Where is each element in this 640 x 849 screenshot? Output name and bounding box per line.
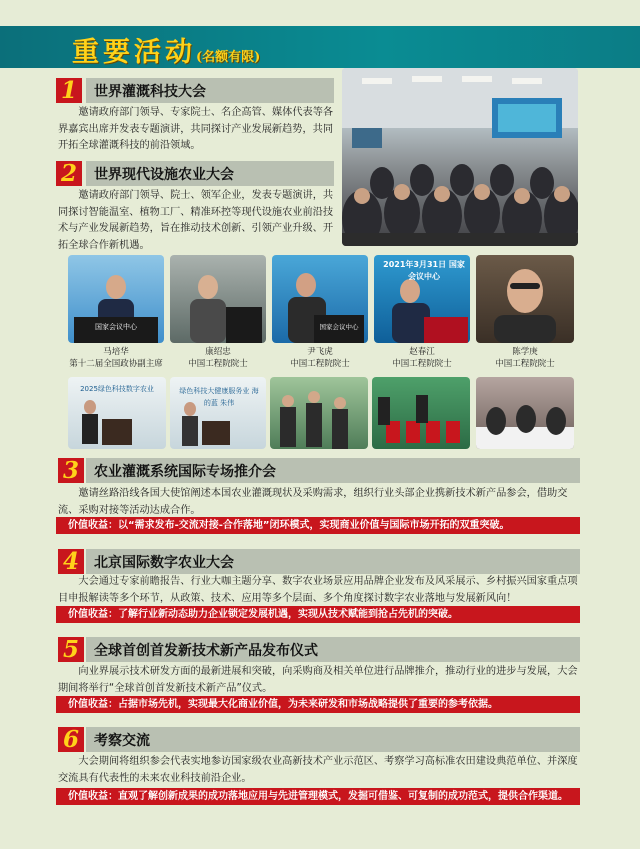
- speaker-caption: [472, 346, 578, 370]
- page-subtitle: (名额有限): [196, 50, 261, 65]
- gallery-screen-text: 2025绿色科技数字农业: [80, 385, 154, 393]
- value-bar: [56, 788, 580, 805]
- speaker-title: 中国工程院院士: [495, 359, 555, 369]
- section-title: 北京国际数字农业大会: [94, 555, 234, 571]
- section-header: [86, 637, 580, 662]
- section-text: 大会通过专家前瞻报告、行业大咖主题分享、数字农业场景应用品牌企业发布及风采展示、乡村振兴国家重点项目申报解读等多个环节，从政策、技术、应用等多个层面、多个角度探讨数字农业落地与发展新风向！: [58, 576, 578, 604]
- speaker-title: 第十二届全国政协副主席: [69, 359, 163, 369]
- section-title: 世界现代设施农业大会: [94, 167, 234, 183]
- header-banner: [0, 26, 640, 68]
- value-text: 价值收益：以“需求发布-交流对接-合作落地”闭环模式，实现商业价值与国际市场开拓的双重突破。: [68, 520, 510, 531]
- section-number: 1: [56, 78, 82, 103]
- conference-scene: [342, 68, 578, 246]
- podium-label: 国家会议中心: [319, 323, 359, 331]
- gallery-photo: [270, 377, 368, 449]
- speaker-name: 赵春江: [409, 347, 435, 357]
- page-title-main: 重要活动: [72, 37, 196, 68]
- speaker-photo: [476, 255, 574, 343]
- section-header: [86, 727, 580, 752]
- section-header: [86, 549, 580, 574]
- value-bar: [56, 517, 580, 534]
- conference-photo: [342, 68, 578, 246]
- section-header: [86, 78, 334, 103]
- section-title: 全球首创首发新技术新产品发布仪式: [94, 643, 318, 659]
- section-text: 邀请丝路沿线各国大使馆阐述本国农业灌溉现状及采购需求，组织行业头部企业携新技术新产品参会，借助交流、采购对接等活动达成合作。: [58, 488, 568, 516]
- gallery-figure: [270, 377, 368, 449]
- section-number: 6: [58, 727, 84, 752]
- value-text: 价值收益：直观了解创新成果的成功落地应用与先进管理模式，发掘可借鉴、可复制的成功范式，提供合作渠道。: [68, 791, 568, 802]
- screen-label: 2021年3月31日 国家会议中心: [383, 260, 465, 281]
- gallery-photo: [372, 377, 470, 449]
- speaker-caption: [370, 346, 474, 370]
- section-text: 向业界展示技术研发方面的最新进展和突破，向采购商及相关单位进行品牌推介，推动行业的进步与发展，大会期间将举行“全球首创首发新技术新产品”仪式。: [58, 666, 578, 694]
- speaker-photo: [374, 255, 470, 343]
- section-header: [86, 161, 334, 186]
- speaker-name: 陈学庚: [512, 347, 538, 357]
- section-header: [86, 458, 580, 483]
- speaker-title: 中国工程院院士: [188, 359, 248, 369]
- section-text: 邀请政府部门领导、院士、领军企业，发表专题演讲，共同探讨智能温室、植物工厂、精准环控等现代设施农业前沿技术与产业发展新趋势，旨在推动技术创新、引领产业升级、开拓全球合作新机遇。: [58, 190, 334, 251]
- speaker-photo: [68, 255, 164, 343]
- speaker-photo: [170, 255, 266, 343]
- gallery-figure: [372, 377, 470, 449]
- speaker-name: 康绍忠: [205, 347, 231, 357]
- section-text: 大会期间将组织参会代表实地参访国家级农业高新技术产业示范区、考察学习高标准农田建设典范单位、并深度交流具有代表性的未来农业科技前沿企业。: [58, 756, 578, 784]
- section-text: 邀请政府部门领导、专家院士、名企高管、媒体代表等各界嘉宾出席并发表专题演讲，共同探讨产业发展新趋势，共同开拓全球灌溉科技的前沿领域。: [58, 107, 334, 151]
- speaker-title: 中国工程院院士: [392, 359, 452, 369]
- gallery-photo: [68, 377, 166, 449]
- page-title: [72, 30, 260, 69]
- speaker-photo: [272, 255, 368, 343]
- speaker-name: 尹飞虎: [307, 347, 333, 357]
- podium-label: 国家会议中心: [95, 323, 137, 331]
- value-bar: [56, 696, 580, 713]
- value-text: 价值收益：占据市场先机，实现最大化商业价值，为未来研发和市场战略提供了重要的参考依据。: [68, 699, 498, 710]
- section-number: 2: [56, 161, 82, 186]
- value-bar: [56, 606, 580, 623]
- gallery-photo: [476, 377, 574, 449]
- speaker-figure: [170, 255, 266, 343]
- gallery-screen-text: 绿色科技大健康服务业 海的蓝 朱伟: [179, 387, 259, 407]
- speaker-name: 马培华: [103, 347, 129, 357]
- section-number: 5: [58, 637, 84, 662]
- section-title: 农业灌溉系统国际专场推介会: [94, 464, 276, 480]
- section-number: 4: [58, 549, 84, 574]
- speaker-figure: [476, 255, 574, 343]
- section-number: 3: [58, 458, 84, 483]
- gallery-figure: [476, 377, 574, 449]
- speaker-title: 中国工程院院士: [290, 359, 350, 369]
- speaker-caption: [268, 346, 372, 370]
- gallery-photo: [170, 377, 266, 449]
- value-text: 价值收益：了解行业新动态助力企业锁定发展机遇，实现从技术赋能到抢占先机的突破。: [68, 609, 458, 620]
- section-title: 世界灌溉科技大会: [94, 84, 206, 100]
- speaker-caption: [166, 346, 270, 370]
- section-title: 考察交流: [94, 733, 150, 749]
- speaker-caption: [62, 346, 170, 370]
